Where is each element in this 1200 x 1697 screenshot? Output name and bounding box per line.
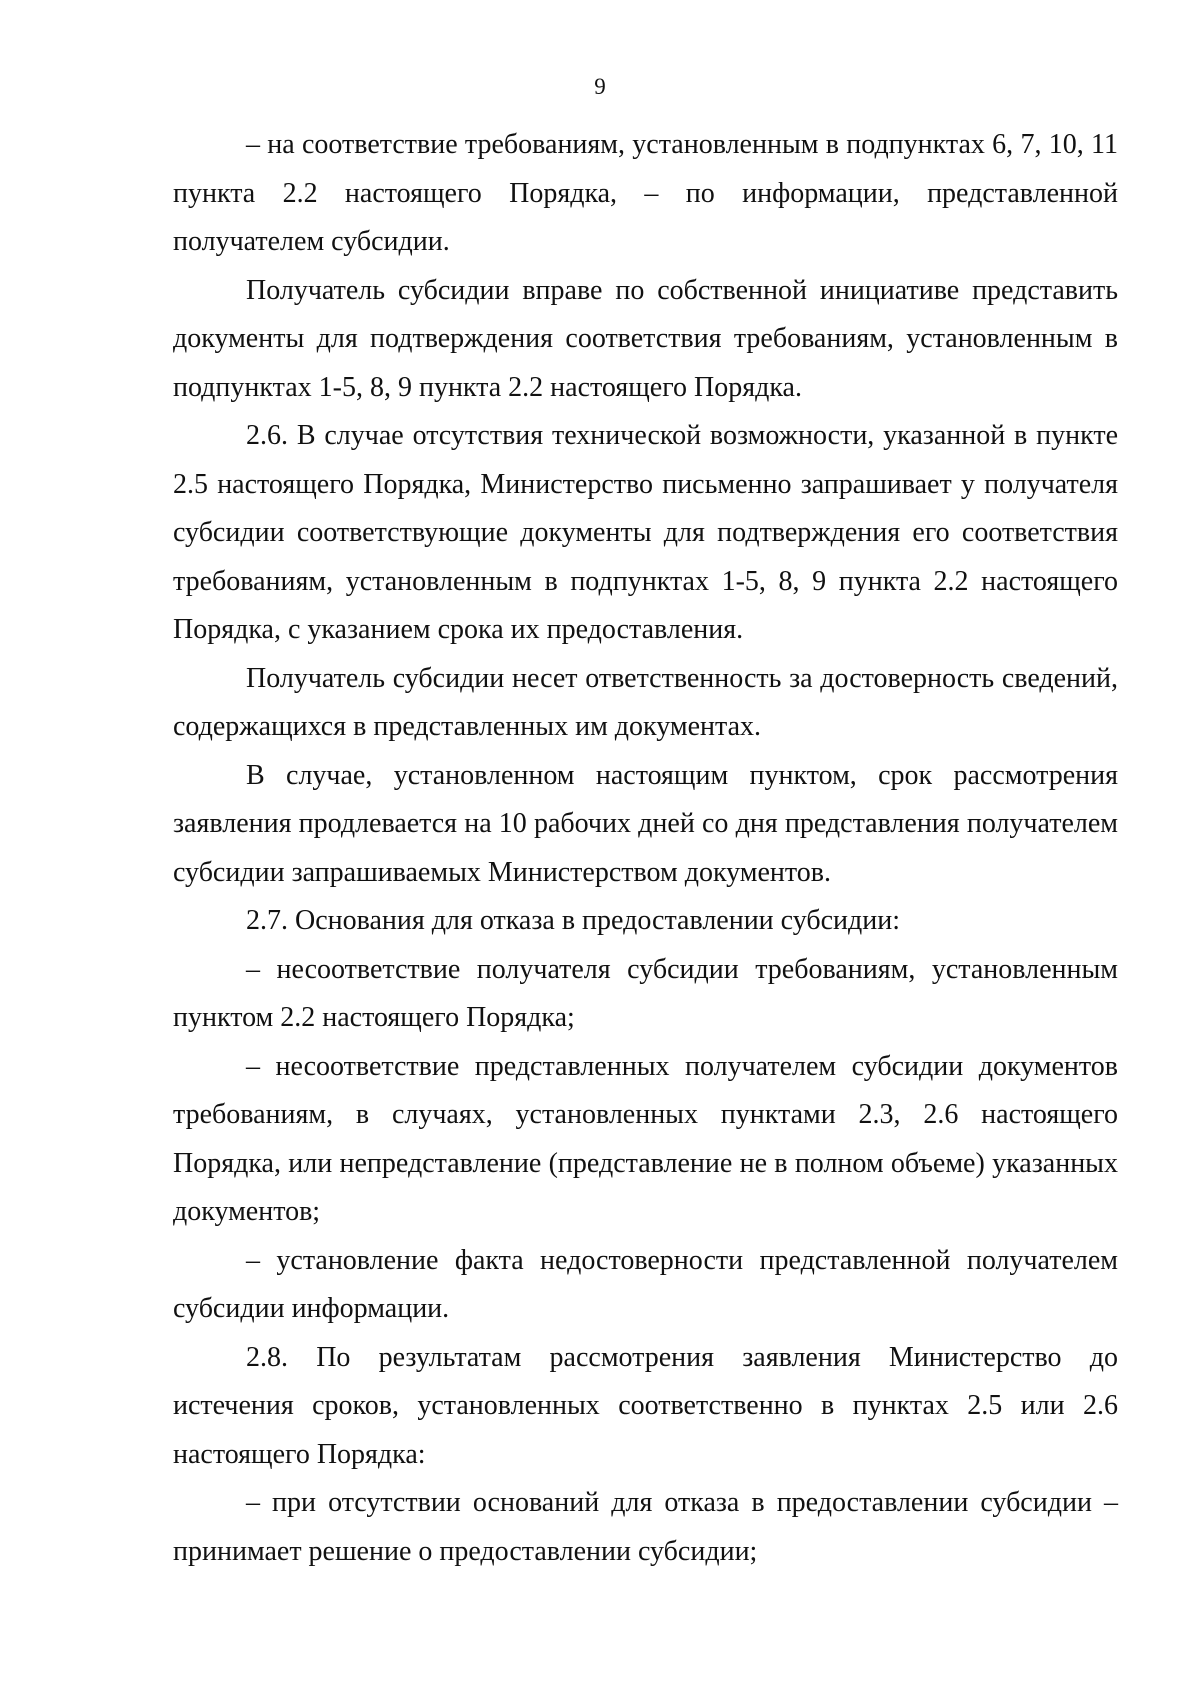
list-item-noncompliance-recipient: – несоответствие получателя субсидии требованиям, установленным пунктом 2.2 настоящего Порядка; [173,953,1118,1033]
paragraph-2-8: 2.8. По результатам рассмотрения заявления Министерство до истечения сроков, установленных соответственно в пунктах 2.5 или 2.6 настоящего Порядка: [173,1341,1118,1470]
paragraph-responsibility: Получатель субсидии несет ответственность за достоверность сведений, содержащихся в представленных им документах. [173,662,1118,742]
document-body [173,121,1118,1576]
paragraph-2-7-heading: 2.7. Основания для отказа в предоставлении субсидии: [246,905,901,936]
paragraph-requirements-subitems: – на соответствие требованиям, установленным в подпунктах 6, 7, 10, 11 пункта 2.2 настоящего Порядка, – по информации, представленной получателем субсидии. [173,129,1118,257]
list-item-grant-decision: – при отсутствии оснований для отказа в предоставлении субсидии – принимает решение о предоставлении субсидии; [173,1487,1118,1567]
list-item-false-information: – установление факта недостоверности представленной получателем субсидии информации. [173,1244,1118,1324]
paragraph-own-initiative: Получатель субсидии вправе по собственной инициативе представить документы для подтверждения соответствия требованиям, установленным в подпунктах 1-5, 8, 9 пункта 2.2 настоящего Порядка. [173,274,1118,403]
paragraph-extension: В случае, установленном настоящим пунктом, срок рассмотрения заявления продлевается на 10 рабочих дней со дня представления получателем субсидии запрашиваемых Министерством документов. [173,759,1118,888]
list-item-noncompliance-documents: – несоответствие представленных получателем субсидии документов требованиям, в случаях, установленных пунктами 2.3, 2.6 настоящего Порядка, или непредставление (представление не в полном объеме) указанных документов; [173,1050,1118,1227]
page-number: 9 [594,74,606,99]
paragraph-2-6: 2.6. В случае отсутствия технической возможности, указанной в пункте 2.5 настоящего Порядка, Министерство письменно запрашивает у получателя субсидии соответствующие документы для подтверждения его соответствия требованиям, установленным в подпунктах 1-5, 8, 9 пункта 2.2 настоящего Порядка, с указанием срока их предоставления. [173,420,1118,645]
